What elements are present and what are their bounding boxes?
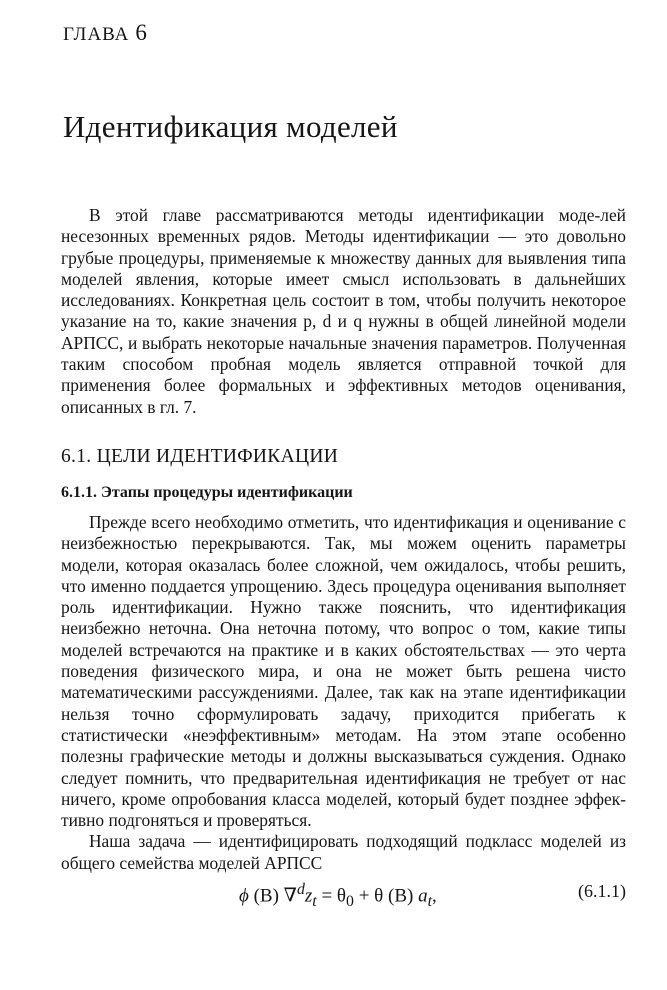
eq-operator-b2: (B) bbox=[388, 885, 414, 907]
body-paragraph-2: Наша задача — идентифицировать подходящий подкласс моделей из общего семейства моделей АРПСС bbox=[61, 831, 626, 873]
intro-paragraph: В этой главе рассматриваются методы идентификации моде-лей несезонных временных рядов. Методы идентификации — это довольно грубые процедуры, применяемые к множеству данных для выявления типа моделей явления, которые имеет смысл использовать в дальнейших исследованиях. Конкретная цель состоит в том, чтобы получить некоторое указание на то, какие значения p, d и q нужны в общей линейной модели АРПСС, и выбрать некоторые начальные значения параметров. Полученная таким способом пробная модель является отправной точкой для применения более формальных и эффективных методов оценивания, описанных в гл. 7. bbox=[61, 205, 626, 417]
section-heading: 6.1. ЦЕЛИ ИДЕНТИФИКАЦИИ bbox=[61, 446, 339, 467]
eq-d: d bbox=[296, 881, 305, 898]
eq-zero: 0 bbox=[346, 893, 354, 911]
eq-phi: ϕ bbox=[239, 885, 249, 907]
eq-comma: , bbox=[432, 885, 437, 907]
chapter-label bbox=[63, 20, 148, 46]
eq-theta: θ bbox=[374, 885, 384, 907]
equation-expression bbox=[239, 881, 437, 911]
chapter-title: Идентификация моделей bbox=[63, 108, 398, 144]
eq-a: a bbox=[418, 885, 428, 907]
eq-operator-b1: (B) bbox=[253, 885, 279, 907]
eq-z: z bbox=[304, 885, 313, 907]
eq-t2: t bbox=[427, 893, 432, 911]
eq-nabla: ∇ bbox=[283, 885, 297, 907]
equation-number: (6.1.1) bbox=[578, 881, 626, 901]
intro-paragraph-block bbox=[61, 205, 626, 418]
eq-theta0: θ bbox=[336, 885, 347, 907]
body-paragraph-1: Прежде всего необходимо отметить, что идентификация и оценивание с неизбежностью перекрываются. Так, мы можем оценить параметры модели, которая оказалась более сложной, чем ожидалось, чтобы решить, что именно поддается упрощению. Здесь процедура оценивания выполняет роль идентификации. Нужно также пояснить, что идентификация неизбежно неточна. Она неточна потому, что вопрос о том, какие типы моделей встречаются на практике и в каких обстоятельствах — это черта поведения физического мира, и она не может быть решена чисто математическими рассуждениями. Далее, так как на этапе идентификации нельзя точно сформулировать задачу, приходится прибегать к статистически «неэффективным» методам. На этом этапе особенно полезны графические методы и должны высказываться суждения. Однако следует помнить, что предварительная идентификация не требует от нас ничего, кроме опробования класса моделей, который будет позднее эффективно подгоняться и проверяться. bbox=[61, 512, 626, 831]
eq-plus: + bbox=[358, 885, 370, 907]
eq-equals: = bbox=[321, 885, 333, 907]
equation-6-1-1 bbox=[61, 881, 626, 911]
eq-t1: t bbox=[312, 893, 317, 911]
body-text-block bbox=[61, 512, 626, 874]
chapter-number: 6 bbox=[135, 20, 148, 45]
subsection-heading: 6.1.1. Этапы процедуры идентификации bbox=[61, 484, 353, 501]
chapter-word: ГЛАВА bbox=[63, 24, 130, 45]
